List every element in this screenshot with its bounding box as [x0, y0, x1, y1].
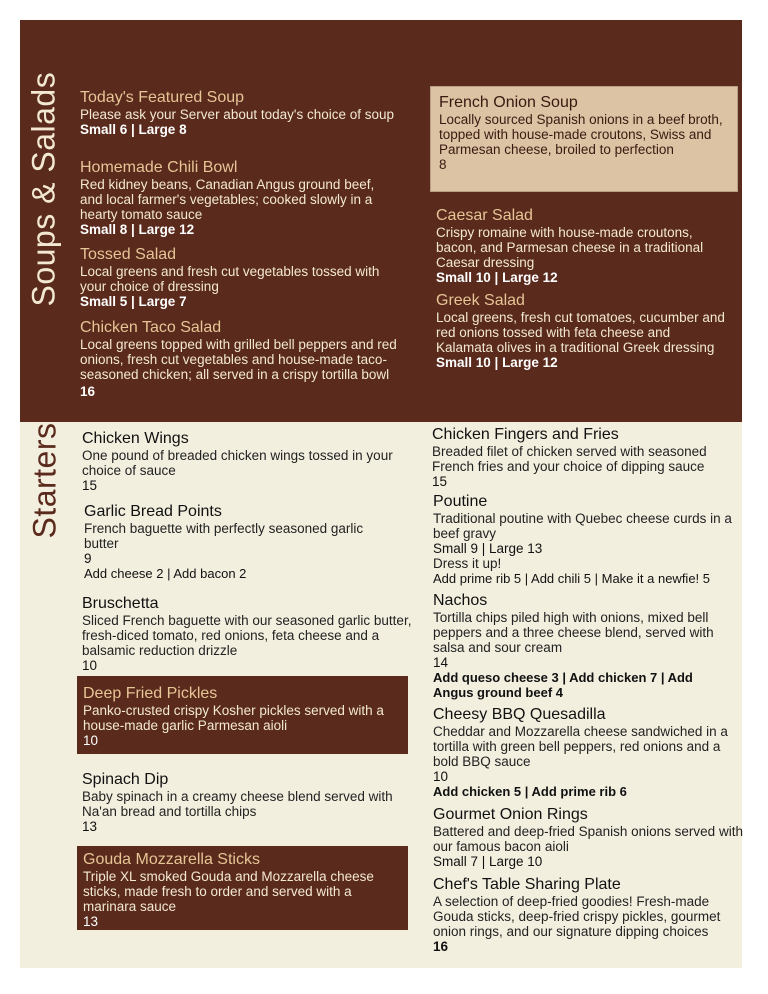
menu-item: [82, 429, 402, 493]
item-name: Caesar Salad: [436, 207, 533, 224]
item-name: Spinach Dip: [82, 771, 169, 788]
item-note: Dress it up!: [433, 556, 502, 571]
menu-item: [432, 425, 738, 489]
item-price: Small 10 | Large 12: [436, 355, 558, 370]
menu-item: [433, 705, 743, 799]
item-price: Small 10 | Large 12: [436, 270, 558, 285]
item-name: Chicken Taco Salad: [80, 319, 222, 336]
item-price: 16: [80, 384, 96, 399]
item-addons: Add cheese 2 | Add bacon 2: [84, 566, 247, 581]
item-price: 8: [439, 157, 447, 172]
menu-item: [80, 88, 400, 137]
item-name: Gourmet Onion Rings: [433, 806, 588, 823]
item-price: 15: [82, 478, 98, 493]
menu-item: [82, 770, 402, 834]
item-description: Traditional poutine with Quebec cheese curds in a beef gravy: [433, 511, 732, 541]
item-price: 10: [83, 733, 99, 748]
item-price: Small 7 | Large 10: [433, 854, 543, 869]
item-price: Small 8 | Large 12: [80, 222, 195, 237]
item-addons: Add queso cheese 3 | Add chicken 7 | Add Angus ground beef 4: [433, 670, 693, 700]
item-description: Tortilla chips piled high with onions, mixed bell peppers and a three cheese blend, served with salsa and sour cream: [433, 610, 714, 655]
item-name: Chef's Table Sharing Plate: [433, 876, 621, 893]
item-name: Bruschetta: [82, 595, 159, 612]
item-addons: Add chicken 5 | Add prime rib 6: [433, 784, 627, 799]
item-price: Small 5 | Large 7: [80, 294, 187, 309]
menu-item: [80, 318, 405, 399]
soups-salads-heading: Soups & Salads: [25, 71, 62, 307]
item-price: 13: [83, 914, 99, 929]
item-price: 15: [432, 474, 448, 489]
item-description: Sliced French baguette with our seasoned garlic butter, fresh-diced tomato, red onions, feta cheese and a balsamic reduction drizzle: [82, 613, 412, 658]
item-name: Greek Salad: [436, 292, 525, 309]
item-price: 9: [84, 551, 92, 566]
item-name: Tossed Salad: [80, 246, 177, 263]
item-description: One pound of breaded chicken wings tossed in your choice of sauce: [82, 448, 393, 478]
item-name: Chicken Fingers and Fries: [432, 426, 619, 443]
item-price: 16: [433, 939, 449, 954]
item-description: Breaded filet of chicken served with seasoned French fries and your choice of dipping sauce: [432, 444, 707, 474]
item-price: 10: [82, 658, 98, 673]
item-name: French Onion Soup: [439, 94, 578, 111]
item-name: Chicken Wings: [82, 430, 189, 447]
item-name: Today's Featured Soup: [80, 89, 245, 106]
item-description: Please ask your Server about today's choice of soup: [80, 107, 395, 122]
item-name: Homemade Chili Bowl: [80, 159, 238, 176]
menu-item: [82, 594, 412, 673]
menu-item: [439, 93, 735, 172]
item-description: Battered and deep-fried Spanish onions served with our famous bacon aioli: [433, 824, 743, 854]
item-price: Small 6 | Large 8: [80, 122, 187, 137]
item-description: Triple XL smoked Gouda and Mozzarella cheese sticks, made fresh to order and served with a marinara sauce: [83, 869, 374, 914]
item-description: Local greens, fresh cut tomatoes, cucumber and red onions tossed with feta cheese and Kalamata olives in a traditional Greek dressing: [436, 310, 725, 355]
menu-item: [80, 245, 405, 309]
item-description: A selection of deep-fried goodies! Fresh-made Gouda sticks, deep-fried crispy pickles, gourmet onion rings, and our signature dipping choices: [433, 894, 721, 939]
item-name: Nachos: [433, 592, 488, 609]
item-description: Baby spinach in a creamy cheese blend served with Na'an bread and tortilla chips: [82, 789, 393, 819]
starters-heading: Starters: [26, 422, 63, 539]
item-price: 14: [433, 655, 449, 670]
item-description: Locally sourced Spanish onions in a beef broth, topped with house-made croutons, Swiss and Parmesan cheese, broiled to perfection: [439, 112, 723, 157]
menu-item: [80, 158, 400, 237]
item-description: Local greens topped with grilled bell peppers and red onions, fresh cut vegetables and house-made taco-seasoned chicken; all served in a crispy tortilla bowl: [80, 337, 397, 382]
menu-item: [433, 875, 743, 954]
item-addons: Add prime rib 5 | Add chili 5 | Make it a newfie! 5: [433, 571, 710, 586]
item-name: Cheesy BBQ Quesadilla: [433, 706, 606, 723]
item-price: 13: [82, 819, 98, 834]
item-description: Panko-crusted crispy Kosher pickles served with a house-made garlic Parmesan aioli: [83, 703, 384, 733]
item-description: Cheddar and Mozzarella cheese sandwiched in a tortilla with green bell peppers, red onions and a bold BBQ sauce: [433, 724, 728, 769]
item-name: Gouda Mozzarella Sticks: [83, 851, 260, 868]
menu-item: [433, 591, 743, 700]
item-description: Crispy romaine with house-made croutons, bacon, and Parmesan cheese in a traditional Caesar dressing: [436, 225, 704, 270]
item-price: 10: [433, 769, 449, 784]
menu-item: [84, 502, 394, 581]
item-description: French baguette with perfectly seasoned garlic butter: [84, 521, 364, 551]
menu-item: [83, 850, 405, 929]
menu-item: [436, 291, 726, 370]
menu-item: [83, 684, 405, 748]
item-description: Red kidney beans, Canadian Angus ground beef, and local farmer's vegetables; cooked slowly in a hearty tomato sauce: [80, 177, 375, 222]
item-description: Local greens and fresh cut vegetables tossed with your choice of dressing: [80, 264, 380, 294]
menu-item: [433, 805, 743, 869]
item-name: Garlic Bread Points: [84, 503, 222, 520]
item-price: Small 9 | Large 13: [433, 541, 543, 556]
item-name: Deep Fried Pickles: [83, 685, 218, 702]
item-name: Poutine: [433, 493, 488, 510]
menu-item: [436, 206, 736, 285]
menu-item: [433, 492, 739, 586]
